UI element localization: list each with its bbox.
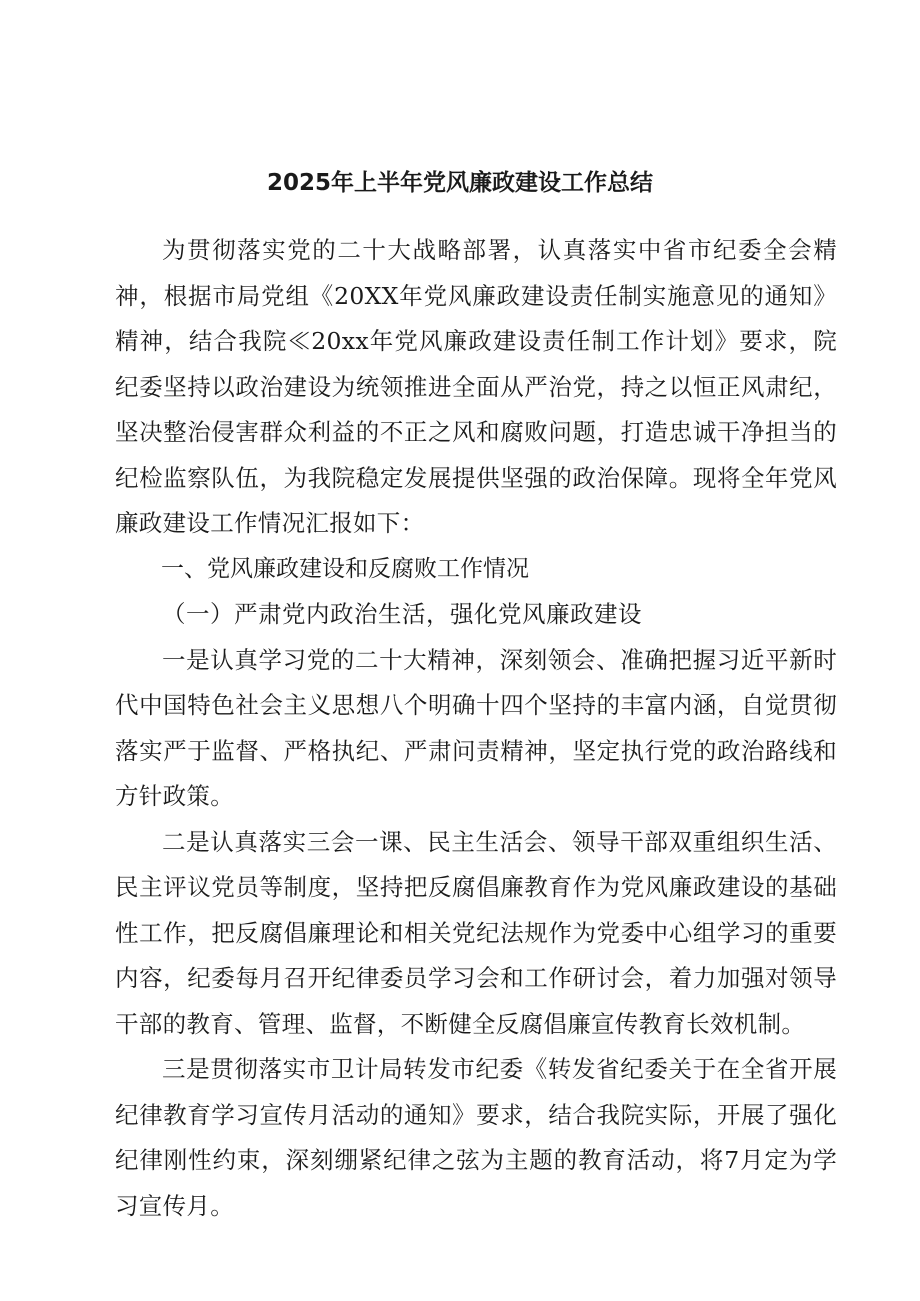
- body-paragraph-3: 三是贯彻落实市卫计局转发市纪委《转发省纪委关于在全省开展纪律教育学习宣传月活动的通知》要求，结合我院实际，开展了强化纪律刚性约束，深刻绷紧纪律之弦为主题的教育活动，将7月定为学习宣传月。: [115, 1055, 837, 1220]
- intro-paragraph: 为贯彻落实党的二十大战略部署，认真落实中省市纪委全会精神，根据市局党组《20XX年党风廉政建设责任制实施意见的通知》精神，结合我院≪20xx年党风廉政建设责任制工作计划》要求，院纪委坚持以政治建设为统领推进全面从严治党，持之以恒正风肃纪，坚决整治侵害群众利益的不正之风和腐败问题，打造忠诚干净担当的纪检监察队伍，为我院稳定发展提供坚强的政治保障。现将全年党风廉政建设工作情况汇报如下：: [115, 236, 837, 537]
- subsection-heading: （一）严肃党内政治生活，强化党风廉政建设: [162, 600, 642, 628]
- body-paragraph-2: 二是认真落实三会一课、民主生活会、领导干部双重组织生活、民主评议党员等制度，坚持把反腐倡廉教育作为党风廉政建设的基础性工作，把反腐倡廉理论和相关党纪法规作为党委中心组学习的重要内容，纪委每月召开纪律委员学习会和工作研讨会，着力加强对领导干部的教育、管理、监督，不断健全反腐倡廉宣传教育长效机制。: [115, 827, 837, 1038]
- document-title: 2025年上半年党风廉政建设工作总结: [266, 170, 653, 196]
- document-body: [115, 228, 837, 1229]
- section-heading: 一、党风廉政建设和反腐败工作情况: [161, 555, 529, 582]
- body-paragraph-1: 一是认真学习党的二十大精神，深刻领会、准确把握习近平新时代中国特色社会主义思想八个明确十四个坚持的丰富内涵，自觉贯彻落实严于监督、严格执纪、严肃问责精神，坚定执行党的政治路线和方针政策。: [115, 645, 837, 810]
